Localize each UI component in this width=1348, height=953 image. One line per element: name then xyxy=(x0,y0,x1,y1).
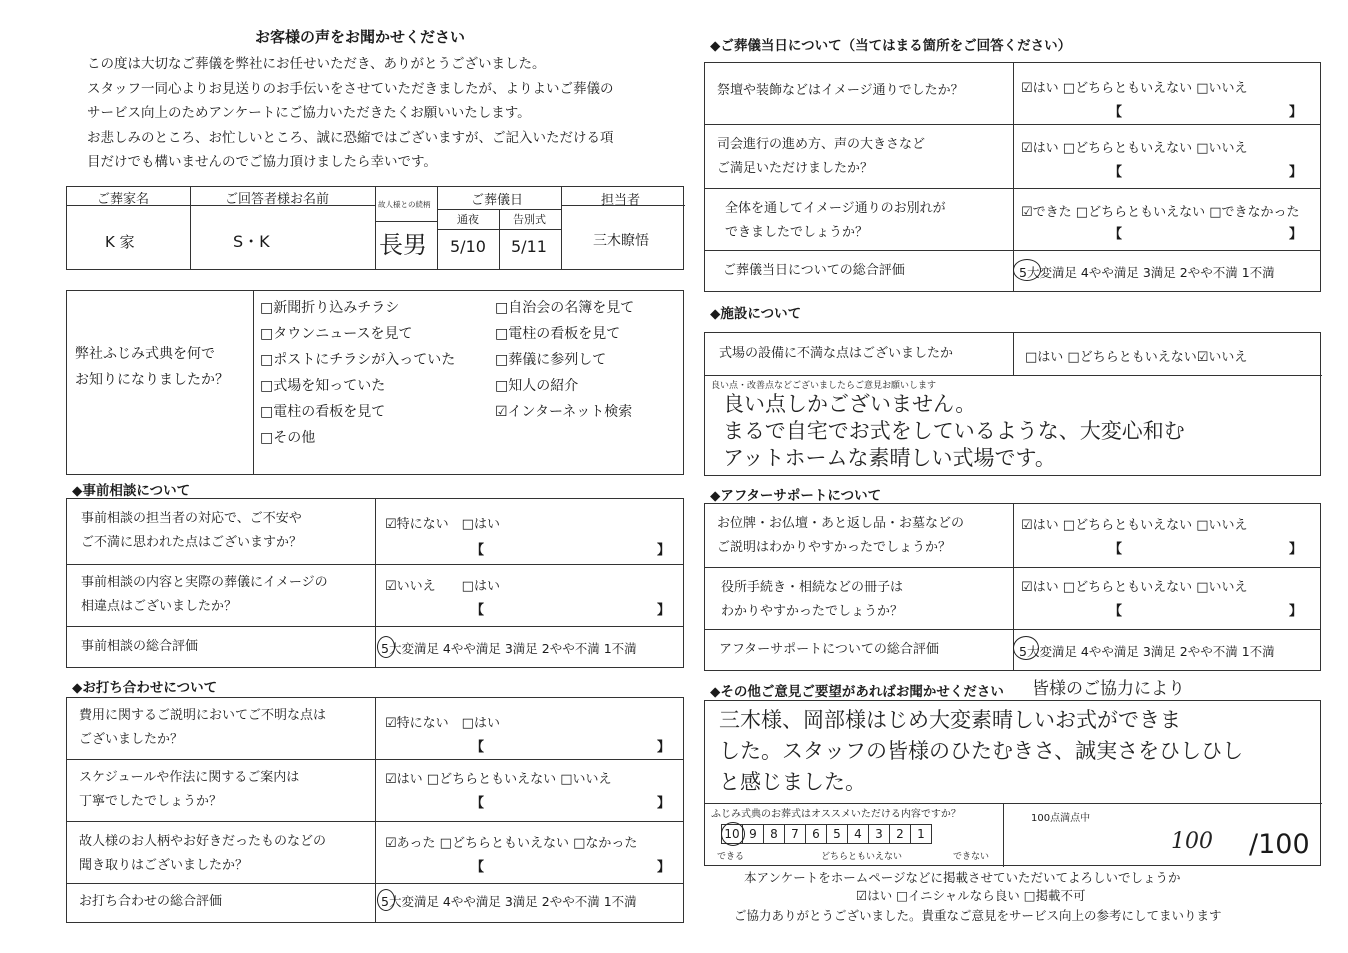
bracket-close: 】 xyxy=(1289,165,1303,180)
source-option-checked[interactable] xyxy=(495,399,634,425)
scale-cell[interactable]: 8 xyxy=(763,824,784,844)
other-heading: ◆その他ご意見ご要望があればお聞かせください xyxy=(710,684,1004,700)
source-section xyxy=(66,290,684,475)
after-rating[interactable]: 5大変満足 4やや満足 3満足 2やや不満 1不満 xyxy=(1019,644,1275,659)
bracket-close: 】 xyxy=(1289,604,1303,619)
meeting-q2-options-label: はい □どちらともいえない □いいえ xyxy=(396,772,612,787)
after-q2-options[interactable] xyxy=(1021,576,1248,595)
facility-comment xyxy=(723,391,1185,472)
relation-value: 長男 xyxy=(379,231,427,259)
checked-box-icon: ☑ xyxy=(385,716,397,731)
source-option[interactable]: □タウンニュースを見て xyxy=(260,326,413,342)
facility-heading: ◆施設について xyxy=(710,306,802,322)
bracket-open: 【 xyxy=(471,796,485,811)
checked-box-icon: ☑ xyxy=(1021,81,1033,96)
bracket-close: 】 xyxy=(657,603,671,618)
day-q2: 司会進行の進め方、声の大きさなど ご満足いただけましたか？ xyxy=(717,137,926,176)
pre-q1-options[interactable] xyxy=(385,513,500,532)
bracket-open: 【 xyxy=(1109,165,1123,180)
source-option[interactable]: □自治会の名簿を見て xyxy=(495,300,635,316)
funeral-date-value: 5/11 xyxy=(511,237,547,256)
source-option[interactable]: □葬儀に参列して xyxy=(495,352,607,368)
facility-q1-options-label: □はい □どちらともいえない xyxy=(1025,350,1197,365)
bracket-open: 【 xyxy=(471,543,485,558)
facility-comment-line: まるで自宅でお式をしているような、大変心和む xyxy=(723,419,1185,443)
meeting-q3: 故人様のお人柄やお好きだったものなどの 聞き取りはございましたか？ xyxy=(79,834,327,873)
other-comment-line: と感じました。 xyxy=(719,770,866,794)
header-relation: 故人様との続柄 xyxy=(378,200,431,209)
day-heading: ◆ご葬儀当日について（当てはまる箇所をご回答ください） xyxy=(710,38,1072,54)
facility-q1-checked-label: いいえ xyxy=(1208,350,1248,365)
checked-box-icon: ☑ xyxy=(1021,518,1033,533)
intro-text xyxy=(87,52,614,175)
meeting-q2: スケジュールや作法に関するご案内は 丁寧でしたでしょうか？ xyxy=(79,770,300,809)
header-family: ご葬家名 xyxy=(97,192,150,207)
pre-q1: 事前相談の担当者の対応で、ご不安や ご不満に思われた点はございますか？ xyxy=(81,511,303,550)
bracket-open: 【 xyxy=(1109,227,1123,242)
source-options-col2 xyxy=(495,295,634,425)
pre-q3: 事前相談の総合評価 xyxy=(81,639,199,654)
bracket-close: 】 xyxy=(657,543,671,558)
bracket-close: 】 xyxy=(1289,227,1303,242)
pre-consult-heading: ◆事前相談について xyxy=(72,483,191,499)
staff-value: 三木瞭悟 xyxy=(593,233,649,249)
scale-cell[interactable]: 3 xyxy=(868,824,889,844)
checked-box-icon: ☑ xyxy=(1021,580,1033,595)
after-q1-options-label: はい □どちらともいえない □いいえ xyxy=(1032,518,1248,533)
bracket-close: 】 xyxy=(1289,105,1303,120)
meeting-heading: ◆お打ち合わせについて xyxy=(72,680,218,696)
header-funeral: 告別式 xyxy=(513,213,546,226)
checked-box-icon: ☑ xyxy=(856,888,868,903)
day-rating[interactable]: 5大変満足 4やや満足 3満足 2やや不満 1不満 xyxy=(1019,265,1275,280)
source-question-line: お知りになりましたか？ xyxy=(75,372,229,388)
thanks-text: ご協力ありがとうございました。貴重なご意見をサービス向上の参考にしてまいります xyxy=(734,908,1222,923)
facility-comment-line: アットホームな素晴しい式場です。 xyxy=(723,446,1056,470)
intro-line: スタッフ一同心よりお見送りのお手伝いをさせていただきましたが、よりよいご葬儀の xyxy=(87,80,614,97)
bracket-close: 】 xyxy=(657,796,671,811)
day-q1-options[interactable] xyxy=(1021,77,1248,96)
header-respondent: ご回答者様お名前 xyxy=(225,192,330,207)
bracket-open: 【 xyxy=(1109,105,1123,120)
day-q3: 全体を通してイメージ通りのお別れが できましたでしょうか？ xyxy=(725,201,946,240)
after-q1: お位牌・お仏壇・あと返し品・お墓などの ご説明はわかりやすかったでしょうか？ xyxy=(717,516,965,555)
pre-q2-options[interactable] xyxy=(385,575,500,594)
checked-box-icon: ☑ xyxy=(385,772,397,787)
checked-box-icon: ☑ xyxy=(1021,141,1033,156)
recommend-question: ふじみ式典のお葬式はオススメいただける内容ですか？ xyxy=(711,809,961,820)
bracket-open: 【 xyxy=(1109,604,1123,619)
source-option[interactable]: □電柱の看板を見て xyxy=(260,404,386,420)
meeting-q3-options-label: あった □どちらともいえない □なかった xyxy=(396,836,638,851)
survey-title: お客様の声をお聞かせください xyxy=(255,28,466,46)
publish-question: 本アンケートをホームページなどに掲載させていただいてよろしいでしょうか xyxy=(744,870,1181,885)
day-q2-options-label: はい □どちらともいえない □いいえ xyxy=(1032,141,1248,156)
pre-q1-options-label: 特にない □はい xyxy=(396,517,500,532)
checked-box-icon: ☑ xyxy=(385,517,397,532)
intro-line: この度は大切なご葬儀を弊社にお任せいただき、ありがとうございました。 xyxy=(87,56,546,72)
source-option[interactable]: □知人の紹介 xyxy=(495,378,579,394)
after-table xyxy=(704,503,1321,671)
source-question xyxy=(75,341,229,393)
bracket-close: 】 xyxy=(657,740,671,755)
facility-table xyxy=(704,332,1321,476)
pre-q2: 事前相談の内容と実際の葬儀にイメージの 相違点はございましたか？ xyxy=(81,575,328,614)
source-question-line: 弊社ふじみ式典を何で xyxy=(75,346,215,362)
source-option[interactable]: □新聞折り込みチラシ xyxy=(260,300,400,316)
intro-line: サービス向上のためアンケートにご協力いただきたくお願いいたします。 xyxy=(87,105,531,121)
checked-box-icon: ☑ xyxy=(1196,350,1209,365)
score-circle-icon xyxy=(721,822,745,846)
scale-label-left: できる xyxy=(717,852,745,862)
meeting-q1-options-label: 特にない □はい xyxy=(396,716,500,731)
facility-q1-options[interactable] xyxy=(1025,346,1247,365)
pre-consult-table xyxy=(66,498,684,668)
other-table xyxy=(704,700,1321,866)
info-table xyxy=(66,186,684,270)
other-comment-line: した。スタッフの皆様のひたむきさ、誠実さをひしひし xyxy=(719,739,1244,763)
scale-cell[interactable]: 1 xyxy=(910,824,931,844)
scale-cell[interactable]: 7 xyxy=(784,824,805,844)
meeting-q4: お打ち合わせの総合評価 xyxy=(79,894,223,909)
source-option[interactable]: □ポストにチラシが入っていた xyxy=(260,352,456,368)
publish-options-label: はい □イニシャルなら良い □掲載不可 xyxy=(867,888,1086,903)
after-q1-options[interactable] xyxy=(1021,514,1248,533)
scale-cell[interactable]: 4 xyxy=(847,824,868,844)
facility-comment-line: 良い点しかございません。 xyxy=(723,392,977,416)
scale-cell[interactable]: 9 xyxy=(742,824,763,844)
score-max: /100 xyxy=(1249,829,1310,860)
respondent-value: S・K xyxy=(233,232,270,251)
bracket-open: 【 xyxy=(471,740,485,755)
intro-line: 目だけでも構いませんのでご協力頂けましたら幸いです。 xyxy=(87,154,437,170)
scale-label-right: できない xyxy=(953,852,990,862)
scale-cell[interactable]: 10 xyxy=(721,824,742,844)
checked-box-icon: ☑ xyxy=(495,404,508,420)
source-option[interactable]: □電柱の看板を見て xyxy=(495,326,621,342)
publish-options[interactable] xyxy=(856,886,1086,904)
source-option-label: インターネット検索 xyxy=(507,404,633,420)
scale-label-mid: どちらともいえない xyxy=(821,852,903,862)
meeting-q1-options[interactable] xyxy=(385,712,500,731)
day-q1-options-label: はい □どちらともいえない □いいえ xyxy=(1032,81,1248,96)
other-comment-line: 三木様、岡部様はじめ大変素晴しいお式ができま xyxy=(719,708,1181,732)
after-heading: ◆アフターサポートについて xyxy=(710,488,882,504)
source-option[interactable]: □その他 xyxy=(260,430,316,446)
bracket-close: 】 xyxy=(1289,542,1303,557)
header-staff: 担当者 xyxy=(601,193,641,208)
score-value: 100 xyxy=(1171,829,1213,854)
meeting-rating[interactable]: 5大変満足 4やや満足 3満足 2やや不満 1不満 xyxy=(381,894,637,909)
facility-q1: 式場の設備に不満な点はございましたか xyxy=(719,346,954,361)
source-options-col1 xyxy=(260,295,455,451)
header-wake: 通夜 xyxy=(457,213,479,226)
pre-rating[interactable]: 5大変満足 4やや満足 3満足 2やや不満 1不満 xyxy=(381,641,637,656)
checked-box-icon: ☑ xyxy=(385,836,397,851)
checked-box-icon: ☑ xyxy=(385,579,397,594)
header-date: ご葬儀日 xyxy=(471,193,524,208)
bracket-close: 】 xyxy=(657,860,671,875)
meeting-q2-options[interactable] xyxy=(385,768,612,787)
meeting-q1: 費用に関するご説明においてご不明な点は ございましたか？ xyxy=(79,708,327,747)
day-q1: 祭壇や装飾などはイメージ通りでしたか？ xyxy=(717,83,964,98)
wake-date-value: 5/10 xyxy=(450,237,486,256)
day-q3-options[interactable] xyxy=(1021,201,1300,220)
checked-box-icon: ☑ xyxy=(1021,205,1033,220)
score-label: 100点満点中 xyxy=(1031,813,1091,824)
bracket-open: 【 xyxy=(1109,542,1123,557)
meeting-table xyxy=(66,697,684,923)
intro-line: お悲しみのところ、お忙しいところ、誠に恐縮ではございますが、ご記入いただける項 xyxy=(87,129,614,146)
after-q2: 役所手続き・相続などの冊子は わかりやすかったでしょうか？ xyxy=(721,580,904,619)
day-q2-options[interactable] xyxy=(1021,137,1248,156)
bracket-open: 【 xyxy=(471,603,485,618)
scale-cell[interactable]: 6 xyxy=(805,824,826,844)
source-option[interactable]: □式場を知っていた xyxy=(260,378,386,394)
scale-cell[interactable]: 2 xyxy=(889,824,910,844)
recommend-scale xyxy=(721,824,932,844)
other-heading-handwritten: 皆様のご協力により xyxy=(1032,679,1185,699)
after-q3: アフターサポートについての総合評価 xyxy=(719,642,939,657)
scale-cell[interactable]: 5 xyxy=(826,824,847,844)
day-q4: ご葬儀当日についての総合評価 xyxy=(723,263,905,278)
meeting-q3-options[interactable] xyxy=(385,832,637,851)
pre-q2-options-label: いいえ □はい xyxy=(396,579,500,594)
day-q3-options-label: できた □どちらともいえない □できなかった xyxy=(1032,205,1300,220)
bracket-open: 【 xyxy=(471,860,485,875)
day-table xyxy=(704,62,1321,292)
family-name-value: K 家 xyxy=(105,233,135,251)
other-comment xyxy=(719,705,1243,798)
after-q2-options-label: はい □どちらともいえない □いいえ xyxy=(1032,580,1248,595)
facility-comment-label: 良い点・改善点などございましたらご意見お願いします xyxy=(711,381,937,391)
